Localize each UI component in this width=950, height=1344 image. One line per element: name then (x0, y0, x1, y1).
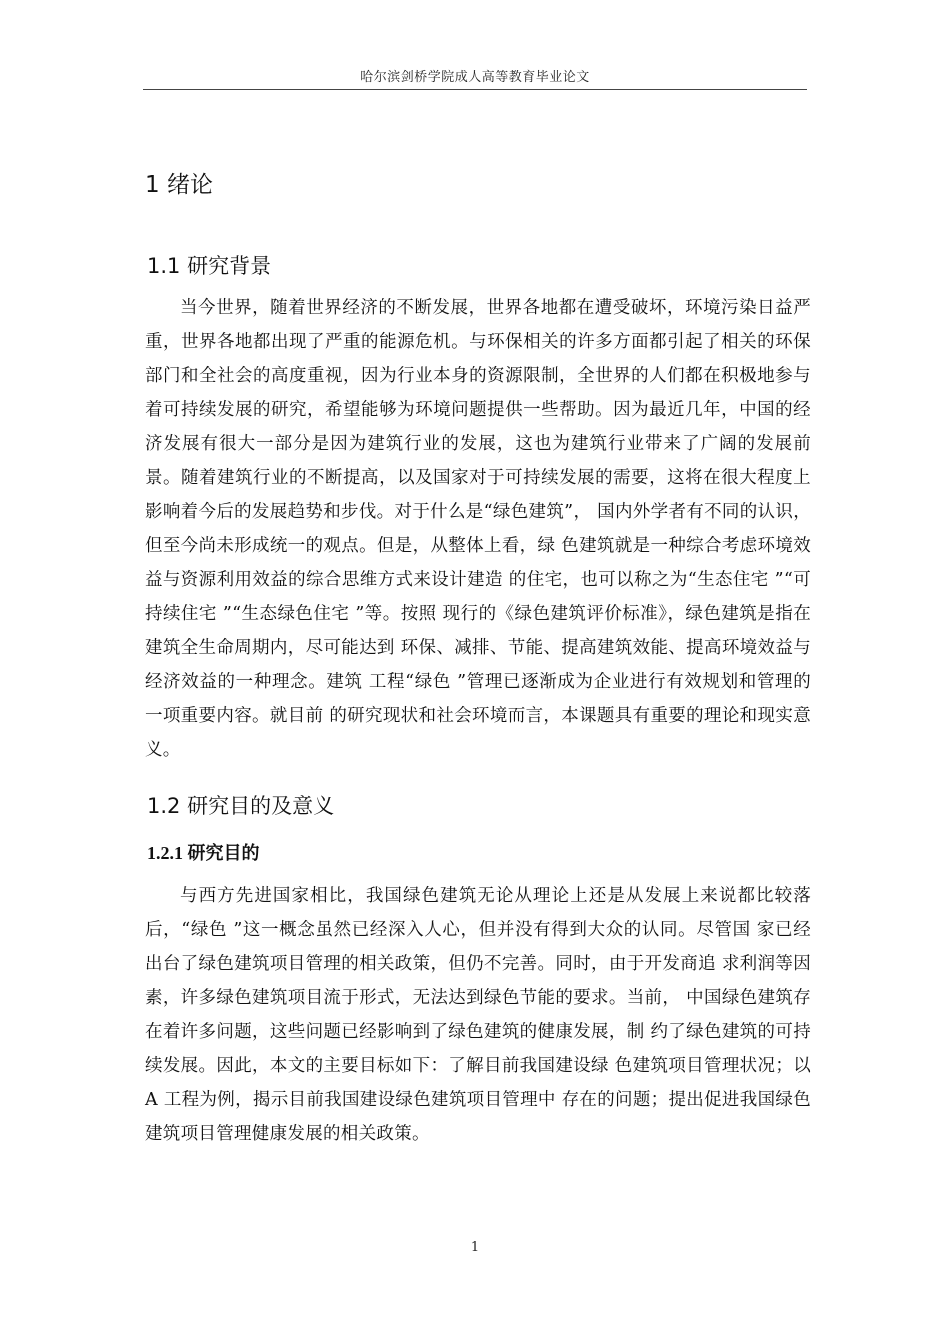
chapter-title: 1 绪论 (145, 172, 213, 198)
section-title-background: 1.1 研究背景 (147, 254, 272, 278)
background-paragraph: 当今世界，随着世界经济的不断发展，世界各地都在遭受破坏，环境污染日益严重，世界各地都出现了严重的能源危机。与环保相关的许多方面都引起了相关的环保部门和全社会的高度重视，因为行业本身的资源限制，全世界的人们都在积极地参与着可持续发展的研究，希望能够为环境问题提供一些帮助。因为最近几年，中国的经济发展有很大一部分是因为建筑行业的发展，这也为建筑行业带来了广阔的发展前景。随着建筑行业的不断提高，以及国家对于可持续发展的需要，这将在很大程度上影响着今后的发展趋势和步伐。对于什么是“绿色建筑”， 国内外学者有不同的认识，但至今尚未形成统一的观点。但是，从整体上看，绿 色建筑就是一种综合考虑环境效益与资源利用效益的综合思维方式来设计建造 的住宅，也可以称之为“生态住宅 ”“可持续住宅 ”“生态绿色住宅 ”等。按照 现行的《绿色建筑评价标准》，绿色建筑是指在建筑全生命周期内，尽可能达到 环保、减排、节能、提高建筑效能、提高环境效益与经济效益的一种理念。建筑 工程“绿色 ”管理已逐渐成为企业进行有效规划和管理的一项重要内容。就目前 的研究现状和社会环境而言，本课题具有重要的理论和现实意义。 (145, 298, 811, 760)
page-number: 1 (470, 1240, 480, 1255)
running-header: 哈尔滨剑桥学院成人高等教育毕业论文 (360, 70, 590, 85)
section-title-purpose-significance: 1.2 研究目的及意义 (147, 794, 335, 818)
purpose-paragraph: 与西方先进国家相比，我国绿色建筑无论从理论上还是从发展上来说都比较落后，“绿色 ”这一概念虽然已经深入人心，但并没有得到大众的认同。尽管国 家已经出台了绿色建筑项目管理的相关政策，但仍不完善。同时，由于开发商追 求利润等因素，许多绿色建筑项目流于形式，无法达到绿色节能的要求。当前， 中国绿色建筑存在着许多问题，这些问题已经影响到了绿色建筑的健康发展，制 约了绿色建筑的可持续发展。因此，本文的主要目标如下：了解目前我国建设绿 色建筑项目管理状况；以 A 工程为例，揭示目前我国建设绿色建筑项目管理中 存在的问题；提出促进我国绿色建筑项目管理健康发展的相关政策。 (145, 886, 811, 1144)
header-divider (143, 89, 807, 90)
subsection-title-purpose: 1.2.1 研究目的 (147, 843, 260, 863)
